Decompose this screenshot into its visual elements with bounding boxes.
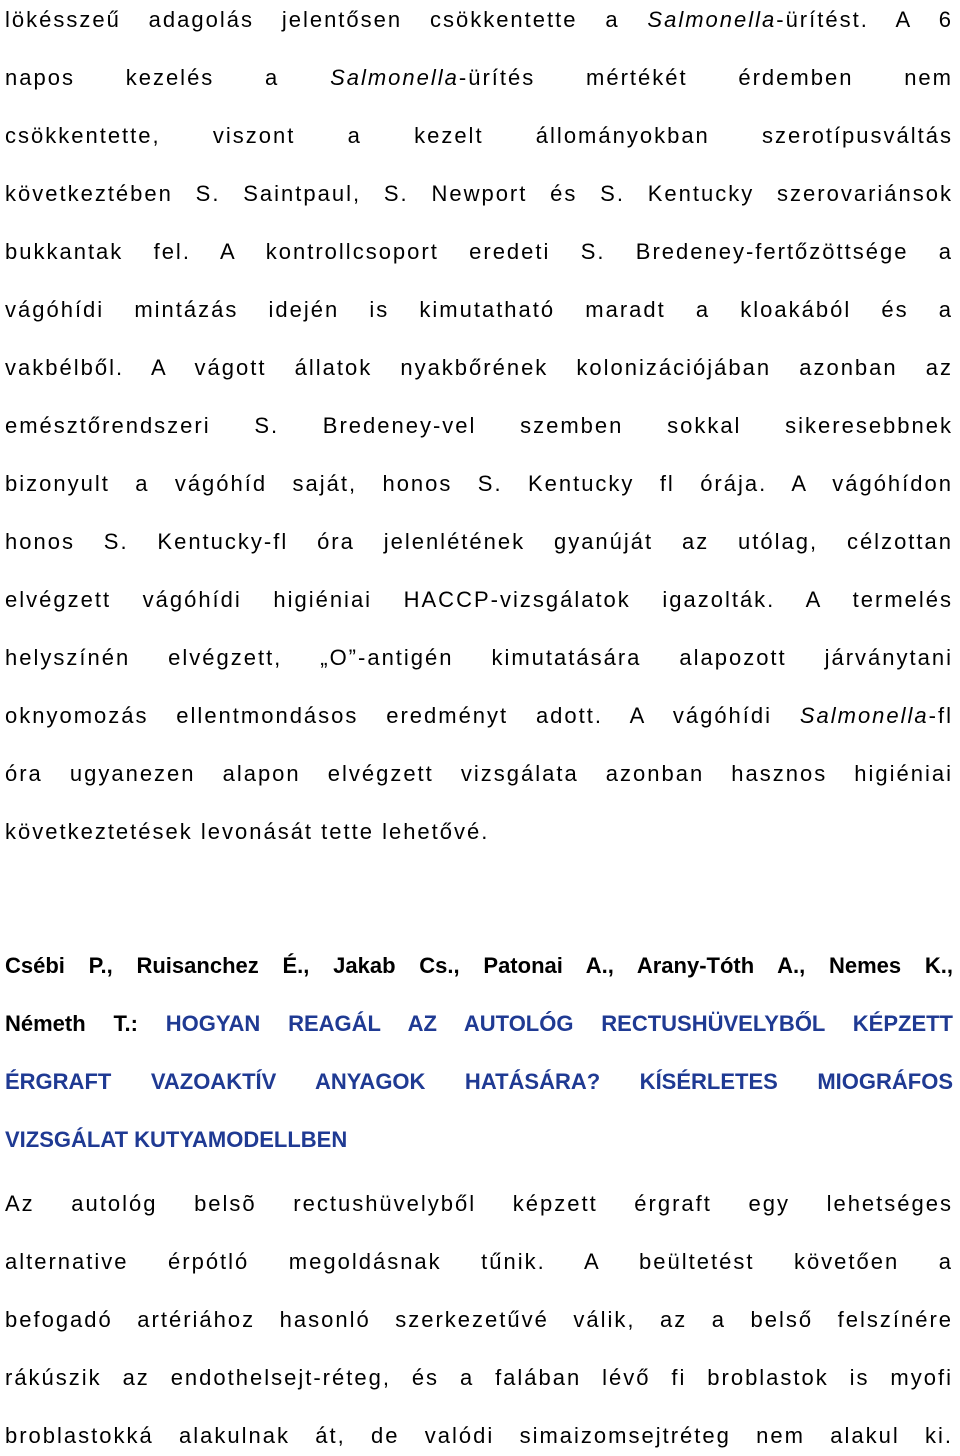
article-title-part-2: ÉRGRAFT VAZOAKTÍV ANYAGOK HATÁSÁRA? KÍSÉRLETES MIOGRÁFOS	[5, 1069, 953, 1094]
text-line	[5, 232, 953, 272]
text-line	[5, 174, 953, 214]
text-line	[5, 290, 953, 330]
authors-last: Németh T.:	[5, 1011, 138, 1036]
text-segment: csökkentette, viszont a kezelt állományokban szerotípusváltás	[5, 123, 953, 148]
text-segment: napos kezelés a	[5, 65, 331, 90]
text-segment: óra ugyanezen alapon elvégzett vizsgálata azonban hasznos higiéniai	[5, 761, 953, 786]
text-line	[5, 348, 953, 388]
text-segment: oknyomozás ellentmondásos eredményt adott. A vágóhídi	[5, 703, 800, 728]
text-line	[5, 696, 953, 736]
italic-term: Salmonella	[799, 703, 929, 728]
text-line	[5, 464, 953, 504]
article-title-line-2	[5, 1062, 953, 1102]
authors-text: Csébi P., Ruisanchez É., Jakab Cs., Patonai A., Arany-Tóth A., Nemes K.,	[5, 953, 953, 978]
text-line	[5, 406, 953, 446]
text-line: rákúszik az endothelsejt-réteg, és a falában lévő fi broblastok is myofi	[5, 1365, 953, 1390]
text-segment: bizonyult a vágóhíd saját, honos S. Kentucky fl órája. A vágóhídon	[5, 471, 953, 496]
article-title-part-1: HOGYAN REAGÁL AZ AUTOLÓG RECTUSHÜVELYBŐL KÉPZETT	[165, 1011, 953, 1036]
text-line	[5, 522, 953, 562]
text-line	[5, 58, 953, 98]
text-line: Az autológ belsõ rectushüvelyből képzett érgraft egy lehetséges	[5, 1191, 953, 1216]
article-title-part-3: VIZSGÁLAT KUTYAMODELLBEN	[5, 1127, 348, 1152]
text-line	[5, 812, 953, 852]
text-line: befogadó artériához hasonló szerkezetűvé válik, az a belső felszínére	[5, 1307, 953, 1332]
text-segment: következtetések levonását tette lehetővé.	[5, 819, 490, 844]
text-line: alternative érpótló megoldásnak tűnik. A beültetést követően a	[5, 1249, 953, 1274]
text-segment: emésztőrendszeri S. Bredeney-vel szemben sokkal sikeresebbnek	[5, 413, 953, 438]
text-line: broblastokká alakulnak át, de valódi simaizomsejtréteg nem alakul ki.	[5, 1423, 953, 1448]
text-segment: vágóhídi mintázás idején is kimutatható maradt a kloakából és a	[5, 297, 953, 322]
text-segment: következtében S. Saintpaul, S. Newport és S. Kentucky szerovariánsok	[5, 181, 953, 206]
italic-term: Salmonella	[647, 7, 777, 32]
text-line	[5, 116, 953, 156]
text-segment: -ürítést. A 6	[776, 7, 953, 32]
text-segment: -ürítés mértékét érdemben nem	[458, 65, 953, 90]
italic-term: Salmonella	[330, 65, 459, 90]
text-segment: lökésszeű adagolás jelentősen csökkentette a	[5, 7, 648, 32]
text-line	[5, 0, 953, 40]
text-segment: honos S. Kentucky-fl óra jelenlétének gyanúját az utólag, célzottan	[5, 529, 953, 554]
text-line	[5, 580, 953, 620]
authors-title-line	[5, 1004, 953, 1044]
text-segment: helyszínén elvégzett, „O”-antigén kimutatására alapozott járványtani	[5, 645, 953, 670]
text-segment: -fl	[928, 703, 953, 728]
text-line	[5, 754, 953, 794]
text-segment: vakbélből. A vágott állatok nyakbőrének kolonizációjában azonban az	[5, 355, 953, 380]
text-line	[5, 638, 953, 678]
authors-line-1	[5, 946, 953, 986]
article-title-line-3	[5, 1120, 953, 1160]
text-segment: elvégzett vágóhídi higiéniai HACCP-vizsgálatok igazolták. A termelés	[5, 587, 953, 612]
text-segment: bukkantak fel. A kontrollcsoport eredeti S. Bredeney-fertőzöttsége a	[5, 239, 953, 264]
